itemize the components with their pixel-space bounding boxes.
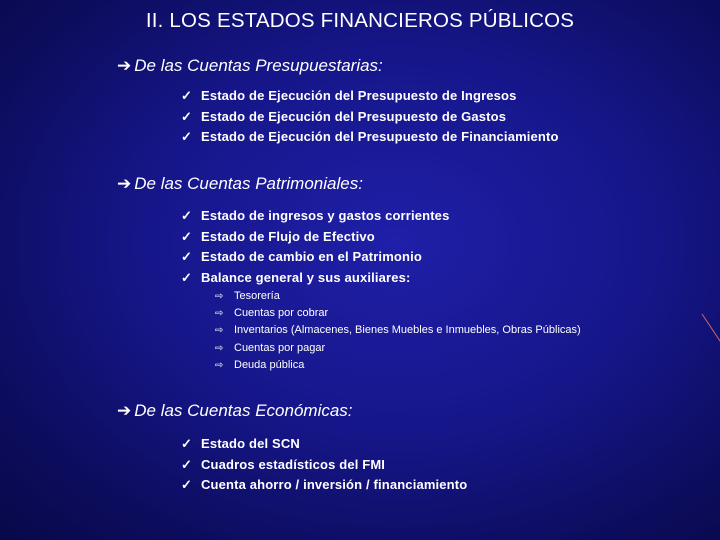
list-item-text: Estado de Ejecución del Presupuesto de Gastos	[201, 108, 507, 124]
checkmark-icon: ✓	[181, 269, 193, 285]
list-item-text: Estado de Ejecución del Presupuesto de Financiamiento	[201, 129, 559, 144]
list-patrimoniales	[181, 206, 449, 288]
hollow-arrow-icon: ⇨	[215, 359, 224, 371]
hollow-arrow-icon: ⇨	[215, 308, 224, 320]
list-item-text: Estado de cambio en el Patrimonio	[201, 249, 422, 264]
sub-list-item-text: Deuda pública	[234, 358, 305, 371]
section-heading-patrimoniales	[117, 174, 363, 194]
checkmark-icon: ✓	[181, 249, 193, 264]
list-presupuestarias	[181, 86, 559, 148]
checkmark-icon: ✓	[181, 477, 193, 492]
list-item	[181, 227, 449, 248]
sub-list-item-text: Tesorería	[234, 290, 280, 302]
list-item	[181, 455, 467, 476]
list-item	[181, 434, 467, 455]
decorative-line	[700, 310, 720, 370]
section-heading-text: De las Cuentas Económicas:	[134, 401, 353, 420]
checkmark-icon: ✓	[181, 228, 193, 244]
arrow-right-icon: ➔	[117, 401, 132, 420]
list-item-text: Estado de Flujo de Efectivo	[201, 228, 375, 244]
list-item-text: Balance general y sus auxiliares:	[201, 269, 411, 285]
checkmark-icon: ✓	[181, 208, 193, 223]
sub-list-item	[215, 357, 581, 374]
sub-list-item-text: Inventarios (Almacenes, Bienes Muebles e Inmuebles, Obras Públicas)	[234, 324, 581, 337]
sub-list-item	[215, 322, 581, 339]
section-heading-economicas	[117, 401, 353, 421]
list-item	[181, 206, 449, 227]
section-heading-text: De las Cuentas Patrimoniales:	[134, 174, 363, 193]
sub-list-item	[215, 340, 581, 357]
list-item-text: Cuadros estadísticos del FMI	[201, 456, 386, 472]
arrow-right-icon: ➔	[117, 56, 132, 75]
hollow-arrow-icon: ⇨	[215, 342, 224, 354]
list-item-text: Cuenta ahorro / inversión / financiamiento	[201, 477, 468, 492]
section-heading-presupuestarias	[117, 56, 383, 76]
hollow-arrow-icon: ⇨	[215, 291, 224, 302]
list-item	[181, 127, 559, 148]
list-item-text: Estado de ingresos y gastos corrientes	[201, 208, 450, 223]
arrow-right-icon: ➔	[117, 174, 132, 193]
checkmark-icon: ✓	[181, 456, 193, 472]
sub-list-item	[215, 305, 581, 322]
list-item	[181, 86, 559, 107]
sub-list-item-text: Cuentas por pagar	[234, 341, 326, 354]
list-item	[181, 475, 467, 496]
checkmark-icon: ✓	[181, 108, 193, 124]
list-item-text: Estado del SCN	[201, 436, 300, 451]
section-heading-text: De las Cuentas Presupuestarias:	[134, 56, 383, 75]
sub-list-item-text: Cuentas por cobrar	[234, 307, 329, 320]
page-title: II. LOS ESTADOS FINANCIEROS PÚBLICOS	[145, 9, 575, 32]
list-item-text: Estado de Ejecución del Presupuesto de Ingresos	[201, 88, 517, 103]
sub-list-item	[215, 288, 581, 305]
checkmark-icon: ✓	[181, 436, 193, 451]
list-item	[181, 247, 449, 268]
hollow-arrow-icon: ⇨	[215, 325, 224, 337]
sublist-balance-auxiliares	[215, 288, 581, 374]
list-item	[181, 268, 449, 289]
list-item	[181, 107, 559, 128]
list-economicas	[181, 434, 467, 496]
checkmark-icon: ✓	[181, 129, 193, 144]
checkmark-icon: ✓	[181, 88, 193, 103]
